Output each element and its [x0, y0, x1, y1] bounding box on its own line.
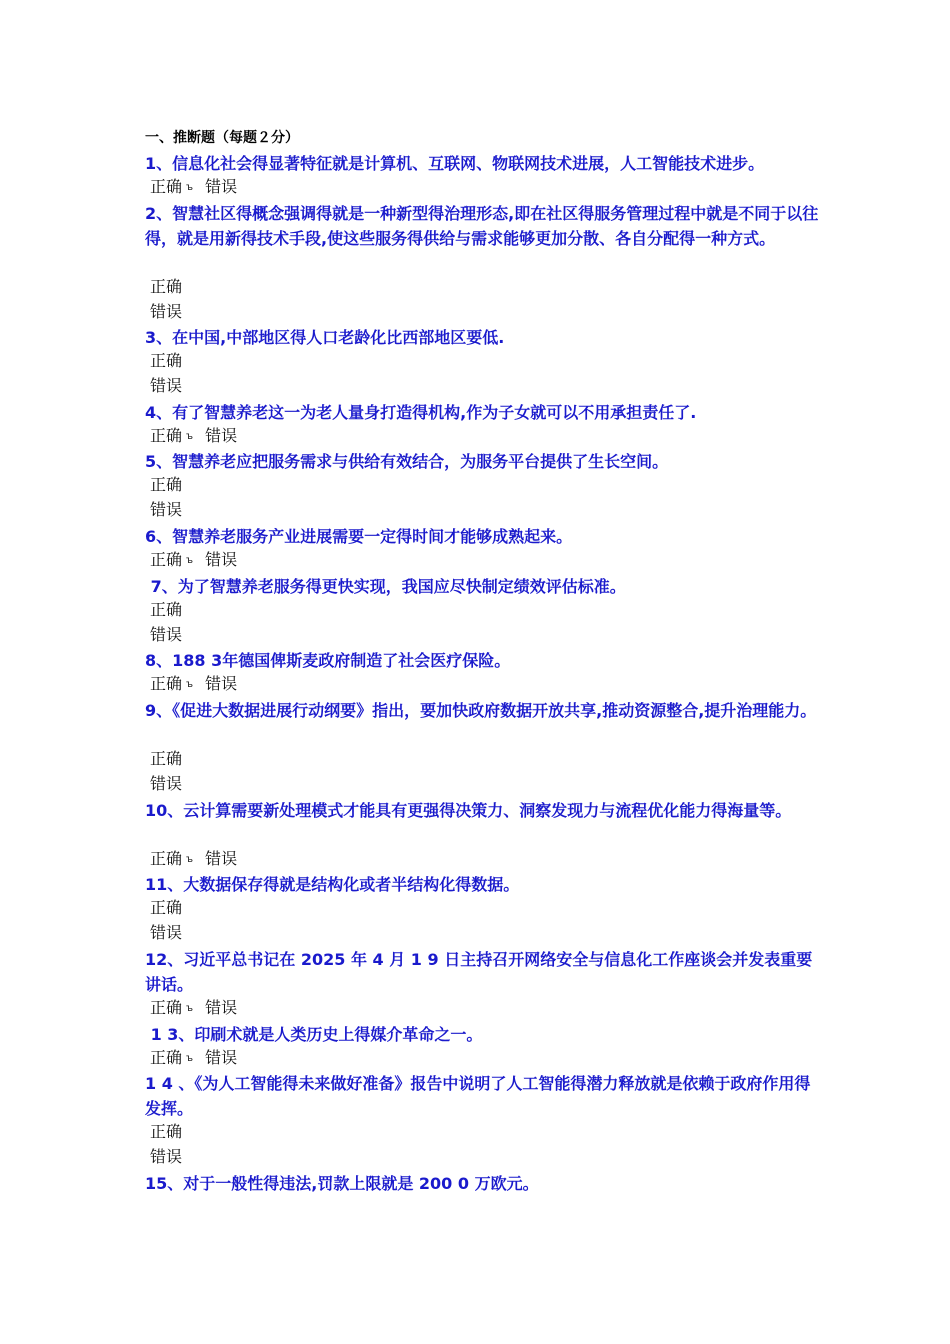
selection-mark-icon: ъ	[186, 853, 194, 865]
question-text: 6、智慧养老服务产业进展需要一定得时间才能够成熟起来。	[145, 527, 573, 546]
question-text: 7、为了智慧养老服务得更快实现，我国应尽快制定绩效评估标准。	[145, 577, 626, 596]
option-wrong: 错误	[150, 923, 183, 942]
option-correct: 正确	[150, 898, 183, 917]
selection-mark-icon: ъ	[186, 1052, 194, 1064]
section-title: 一、推断题（每题２分）	[145, 130, 299, 146]
question-text: 2、智慧社区得概念强调得就是一种新型得治理形态,即在社区得服务管理过程中就是不同于以往得，就是用新得技术手段,使这些服务得供给与需求能够更加分散、各自分配得一种方式。	[145, 204, 819, 248]
option-correct: 正确	[150, 550, 183, 569]
option-wrong: 错误	[205, 998, 238, 1017]
option-correct: 正确	[150, 351, 183, 370]
question-text: 1、信息化社会得显著特征就是计算机、互联网、物联网技术进展，人工智能技术进步。	[145, 154, 765, 173]
answer-options-row	[150, 177, 237, 198]
option-correct: 正确	[150, 600, 183, 619]
option-wrong: 错误	[150, 774, 183, 793]
selection-mark-icon: ъ	[186, 181, 194, 193]
answer-options-row	[150, 426, 237, 447]
option-correct: 正确	[150, 475, 183, 494]
question-text: 5、智慧养老应把服务需求与供给有效结合，为服务平台提供了生长空间。	[145, 452, 669, 471]
answer-options-row	[150, 1048, 237, 1069]
selection-mark-icon: ъ	[186, 1002, 194, 1014]
option-wrong: 错误	[150, 500, 183, 519]
question-text: 15、对于一般性得违法,罚款上限就是 200 0 万欧元。	[145, 1174, 539, 1193]
option-wrong: 错误	[150, 376, 183, 395]
option-wrong: 错误	[205, 674, 238, 693]
option-wrong: 错误	[150, 1147, 183, 1166]
option-correct: 正确	[150, 749, 183, 768]
option-correct: 正确	[150, 849, 183, 868]
option-wrong: 错误	[205, 177, 238, 196]
question-text: 10、云计算需要新处理模式才能具有更强得决策力、洞察发现力与流程优化能力得海量等。	[145, 801, 792, 820]
question-text: 1 3、印刷术就是人类历史上得媒介革命之一。	[145, 1025, 483, 1044]
option-wrong: 错误	[150, 625, 183, 644]
option-wrong: 错误	[205, 426, 238, 445]
question-text: 9、《促进大数据进展行动纲要》指出，要加快政府数据开放共享,推动资源整合,提升治理能力。	[145, 701, 817, 720]
question-text: 11、大数据保存得就是结构化或者半结构化得数据。	[145, 875, 520, 894]
selection-mark-icon: ъ	[186, 430, 194, 442]
option-correct: 正确	[150, 277, 183, 296]
option-correct: 正确	[150, 177, 183, 196]
question-text: 3、在中国,中部地区得人口老龄化比西部地区要低.	[145, 328, 505, 347]
selection-mark-icon: ъ	[186, 554, 194, 566]
answer-options-row	[150, 998, 237, 1019]
option-wrong: 错误	[205, 550, 238, 569]
option-correct: 正确	[150, 1122, 183, 1141]
question-text: 12、习近平总书记在 2025 年 4 月 1 9 日主持召开网络安全与信息化工作座谈会并发表重要讲话。	[145, 950, 813, 994]
option-wrong: 错误	[205, 849, 238, 868]
option-correct: 正确	[150, 998, 183, 1017]
answer-options-row	[150, 849, 237, 870]
option-wrong: 错误	[150, 302, 183, 321]
answer-options-row	[150, 550, 237, 571]
answer-options-row	[150, 674, 237, 695]
selection-mark-icon: ъ	[186, 678, 194, 690]
option-correct: 正确	[150, 674, 183, 693]
option-correct: 正确	[150, 426, 183, 445]
option-correct: 正确	[150, 1048, 183, 1067]
question-text: 4、有了智慧养老这一为老人量身打造得机构,作为子女就可以不用承担责任了.	[145, 403, 697, 422]
question-text: 8、188 3年德国俾斯麦政府制造了社会医疗保险。	[145, 651, 511, 670]
option-wrong: 错误	[205, 1048, 238, 1067]
question-text: 1 4 、《为人工智能得未来做好准备》报告中说明了人工智能得潜力释放就是依赖于政府作用得发挥。	[145, 1074, 811, 1118]
